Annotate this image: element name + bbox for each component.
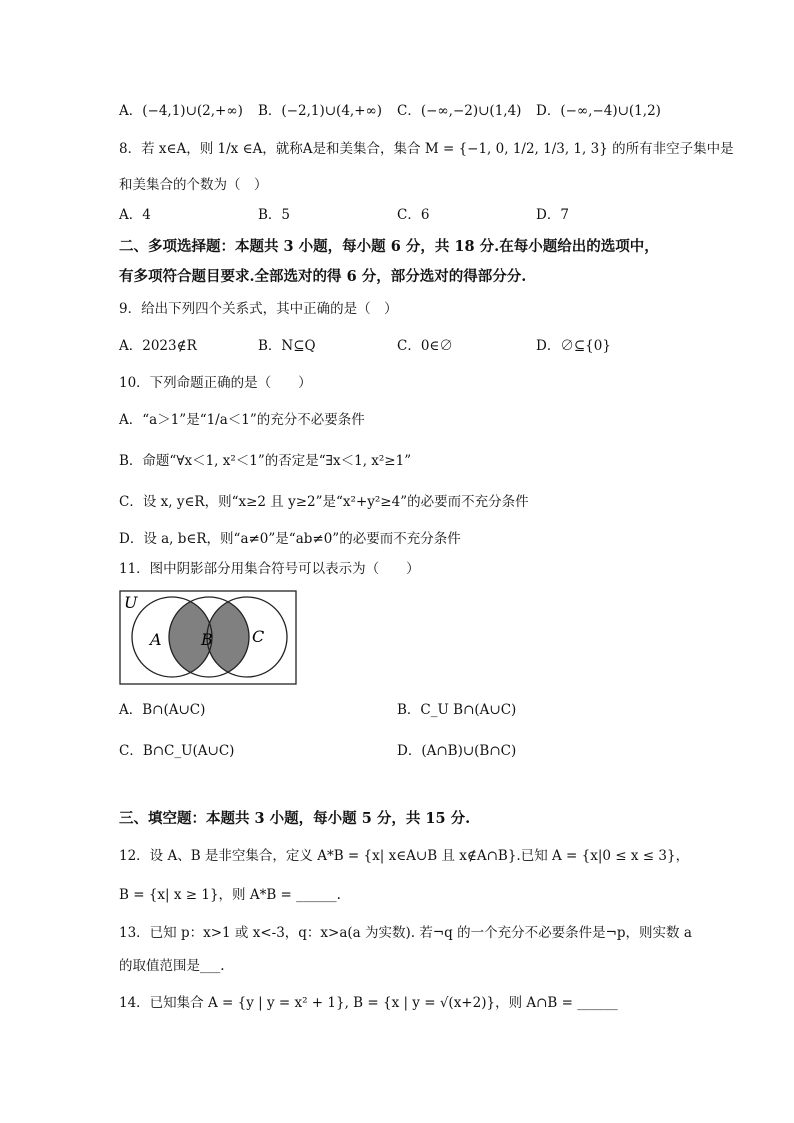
q10-stem: 10．下列命题正确的是（ ）: [119, 375, 312, 391]
q10-option-d: D．设 a, b∈R，则“a≠0”是“ab≠0”的必要而不充分条件: [119, 531, 461, 547]
q13-line1: 13．已知 p：x>1 或 x<-3，q：x>a(a 为实数). 若¬q 的一个充分不必要条件是¬p，则实数 a: [119, 925, 692, 941]
q7-option-c: C．(−∞,−2)∪(1,4): [397, 103, 522, 119]
q12-line1: 12．设 A、B 是非空集合，定义 A*B = {x| x∈A∪B 且 x∉A∩B}.已知 A = {x|0 ≤ x ≤ 3}，: [119, 848, 690, 864]
q12-line2: B = {x| x ≥ 1}，则 A*B = ______.: [119, 887, 341, 903]
q9-option-b: B．N⊆Q: [258, 338, 316, 354]
label-b: B: [201, 630, 213, 649]
q9-stem: 9．给出下列四个关系式，其中正确的是（ ）: [119, 301, 398, 317]
q8-stem-line2: 和美集合的个数为（ ）: [119, 177, 268, 193]
q7-option-b: B．(−2,1)∪(4,+∞): [258, 103, 383, 119]
q7-option-d: D．(−∞,−4)∪(1,2): [536, 103, 661, 119]
section2-heading-line2: 有多项符合题目要求.全部选对的得 6 分，部分选对的得部分分.: [119, 268, 527, 285]
q8-option-c: C．6: [397, 207, 430, 223]
q10-option-c: C．设 x, y∈R，则“x≥2 且 y≥2”是“x²+y²≥4”的必要而不充分条件: [119, 494, 529, 510]
q11-option-b: B．C_U B∩(A∪C): [397, 702, 517, 718]
q11-option-c: C．B∩C_U(A∪C): [119, 743, 235, 759]
q9-option-c: C．0∈∅: [397, 338, 453, 354]
section3-heading: 三、填空题：本题共 3 小题，每小题 5 分，共 15 分.: [119, 810, 471, 827]
label-a: A: [150, 630, 162, 649]
label-c: C: [252, 627, 265, 646]
q8-stem-line1: 8．若 x∈A，则 1/x ∈A，就称A是和美集合，集合 M = {−1, 0, 1/2, 1/3, 1, 3} 的所有非空子集中是: [119, 141, 734, 157]
q10-option-a: A．“a＞1”是“1/a＜1”的充分不必要条件: [119, 412, 365, 428]
q8-option-a: A．4: [119, 207, 151, 223]
q11-option-d: D．(A∩B)∪(B∩C): [397, 743, 517, 759]
q13-line2: 的取值范围是___.: [119, 958, 225, 974]
q14-line: 14．已知集合 A = {y | y = x² + 1}, B = {x | y = √(x+2)}，则 A∩B = ______: [119, 995, 618, 1011]
q10-option-b: B．命题“∀x＜1, x²＜1”的否定是“∃x＜1, x²≥1”: [119, 453, 412, 469]
q9-option-d: D．∅⊆{0}: [536, 338, 611, 354]
section2-heading-line1: 二、多项选择题：本题共 3 小题，每小题 6 分，共 18 分.在每小题给出的选项中，: [119, 238, 659, 255]
label-u: U: [124, 593, 138, 612]
q11-stem: 11．图中阴影部分用集合符号可以表示为（ ）: [119, 561, 420, 577]
q9-option-a: A．2023∉R: [119, 338, 197, 354]
venn-diagram: [119, 590, 297, 685]
q7-option-a: A．(−4,1)∪(2,+∞): [119, 103, 243, 119]
q11-option-a: A．B∩(A∪C): [119, 702, 206, 718]
q8-option-b: B．5: [258, 207, 291, 223]
q8-option-d: D．7: [536, 207, 569, 223]
